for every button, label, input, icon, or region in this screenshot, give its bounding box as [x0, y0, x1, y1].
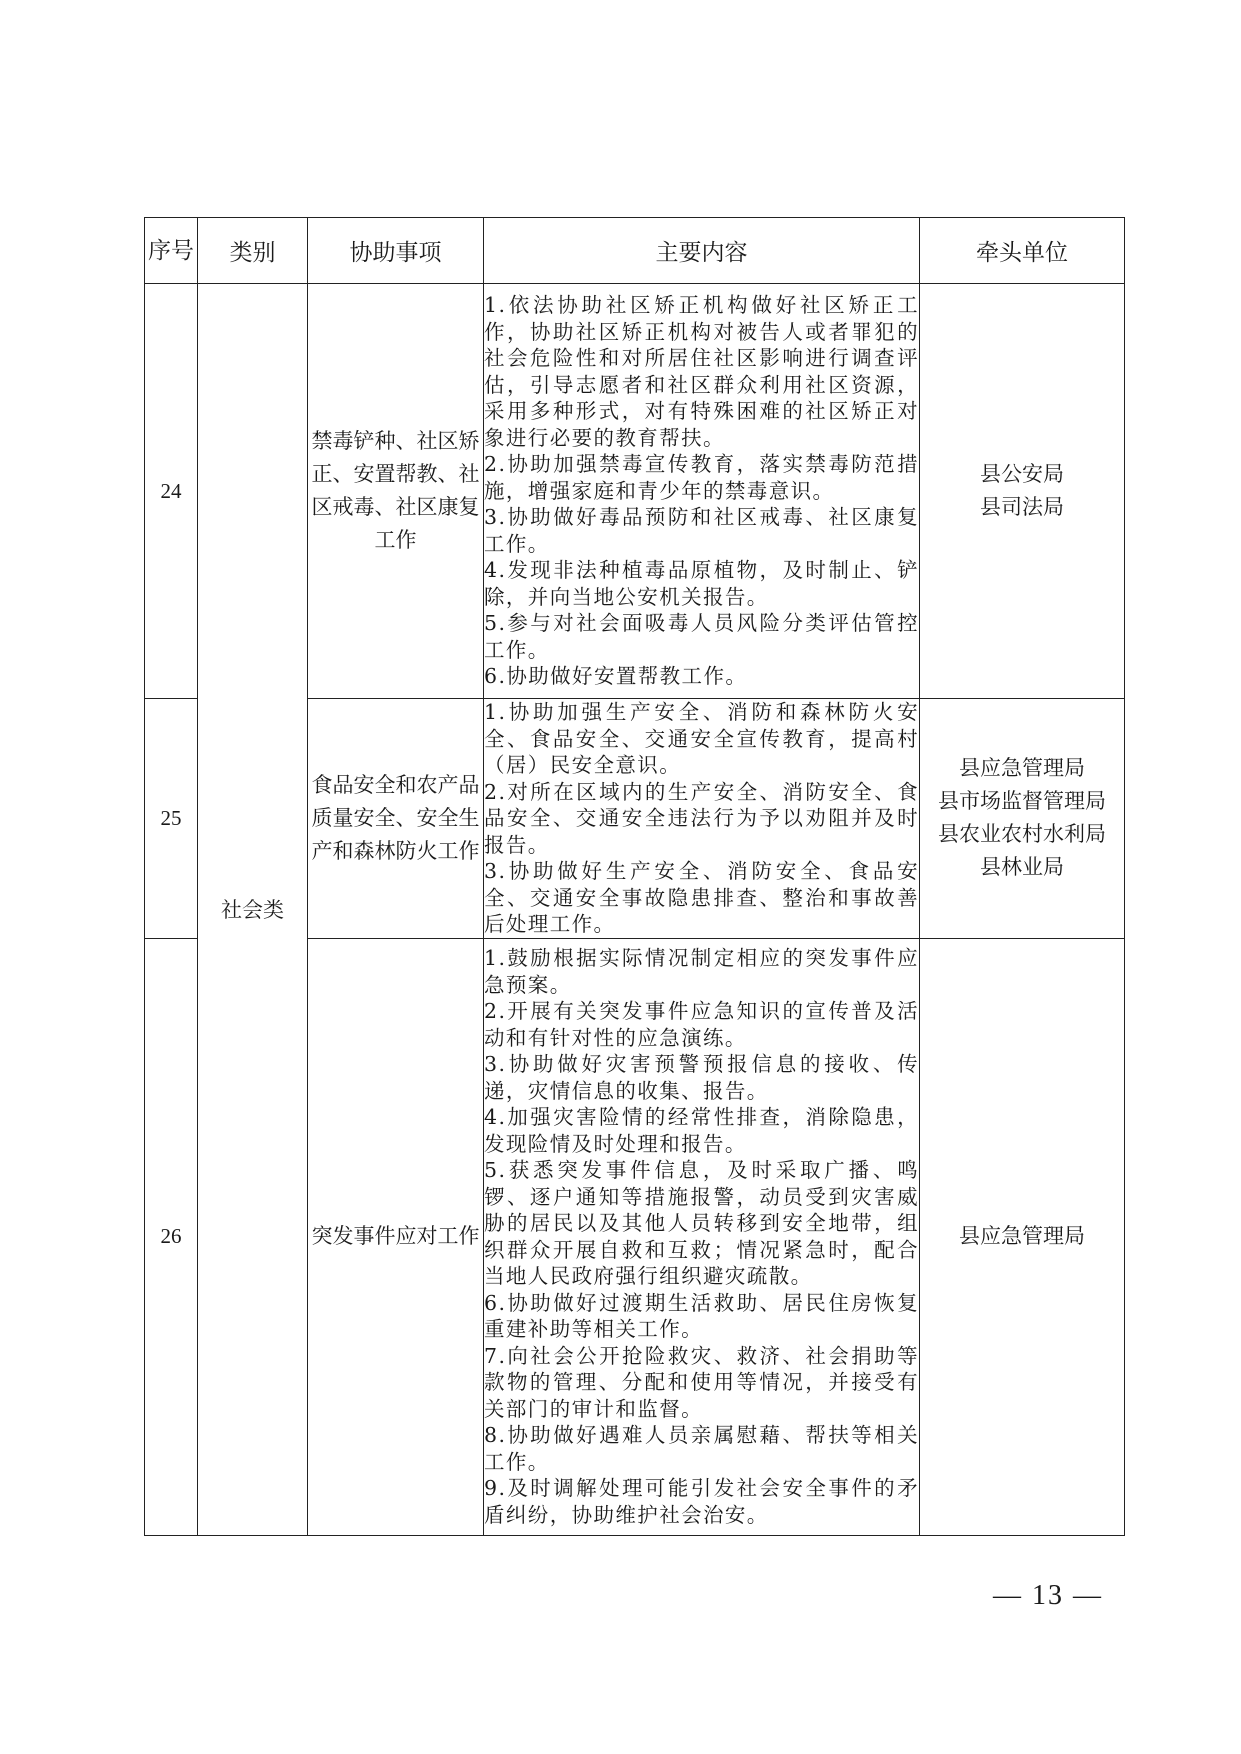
header-lead: 牵头单位: [920, 218, 1125, 284]
content-line: 3.协助做好毒品预防和社区戒毒、社区康复工作。: [484, 505, 919, 556]
lead-unit: 县公安局: [980, 462, 1064, 486]
lead-unit: 县应急管理局: [959, 756, 1085, 781]
header-category: 类别: [198, 218, 308, 284]
row-number: 24: [145, 284, 198, 699]
row-number: 25: [145, 699, 198, 939]
content-line: 5.获悉突发事件信息，及时采取广播、鸣锣、逐户通知等措施报警，动员受到灾害威胁的居民以及其他人员转移到安全地带，组织群众开展自救和互救；情况紧急时，配合当地人民政府强行组织避灾疏散。: [484, 1158, 919, 1288]
assist-item: 突发事件应对工作: [308, 938, 484, 1535]
lead-unit-cell: [920, 284, 1125, 699]
content-line: 2.对所在区域内的生产安全、消防安全、食品安全、交通安全违法行为予以劝阻并及时报告。: [484, 779, 919, 857]
lead-unit-cell: [920, 699, 1125, 939]
content-line: 6.协助做好安置帮教工作。: [484, 664, 748, 689]
content-line: 4.发现非法种植毒品原植物，及时制止、铲除，并向当地公安机关报告。: [484, 558, 919, 609]
header-seq: 序号: [145, 218, 198, 284]
lead-unit: 县司法局: [980, 495, 1064, 519]
header-item: 协助事项: [308, 218, 484, 284]
header-content: 主要内容: [484, 218, 920, 284]
row-number: 26: [145, 938, 198, 1535]
content-cell: [484, 938, 920, 1535]
content-line: 5.参与对社会面吸毒人员风险分类评估管控工作。: [484, 611, 919, 662]
content-line: 3.协助做好生产安全、消防安全、食品安全、交通安全事故隐患排查、整治和事故善后处理工作。: [484, 859, 919, 936]
content-line: 4.加强灾害险情的经常性排查，消除隐患，发现险情及时处理和报告。: [484, 1105, 919, 1156]
content-line: 3.协助做好灾害预警预报信息的接收、传递，灾情信息的收集、报告。: [484, 1052, 919, 1103]
lead-unit: 县农业农村水利局: [938, 822, 1106, 847]
content-line: 6.协助做好过渡期生活救助、居民住房恢复重建补助等相关工作。: [484, 1290, 919, 1341]
content-line: 2.开展有关突发事件应急知识的宣传普及活动和有针对性的应急演练。: [484, 999, 919, 1050]
assist-item: 禁毒铲种、社区矫正、安置帮教、社区戒毒、社区康复工作: [308, 284, 484, 699]
content-cell: [484, 699, 920, 939]
table-row: [145, 284, 1125, 699]
lead-unit: 县林业局: [980, 855, 1064, 880]
content-line: 1.鼓励根据实际情况制定相应的突发事件应急预案。: [484, 946, 919, 997]
content-line: 7.向社会公开抢险救灾、救济、社会捐助等款物的管理、分配和使用等情况，并接受有关部门的审计和监督。: [484, 1343, 919, 1421]
content-line: 8.协助做好遇难人员亲属慰藉、帮扶等相关工作。: [484, 1423, 919, 1474]
page-number: — 13 —: [993, 1580, 1103, 1611]
content-line: 1.协助加强生产安全、消防和森林防火安全、食品安全、交通安全宣传教育，提高村（居）民安全意识。: [484, 700, 919, 777]
lead-unit-cell: [920, 938, 1125, 1535]
category-cell: 社会类: [198, 284, 308, 1536]
table-header-row: [145, 218, 1125, 284]
content-cell: [484, 284, 920, 699]
content-line: 1.依法协助社区矫正机构做好社区矫正工作，协助社区矫正机构对被告人或者罪犯的社会危险性和对所居住社区影响进行调查评估，引导志愿者和社区群众利用社区资源，采用多种形式，对有特殊困难的社区矫正对象进行必要的教育帮扶。: [484, 293, 919, 450]
assistance-items-table: [144, 217, 1125, 1536]
lead-unit: 县市场监督管理局: [938, 789, 1106, 814]
content-line: 9.及时调解处理可能引发社会安全事件的矛盾纠纷，协助维护社会治安。: [484, 1476, 919, 1527]
assist-item: 食品安全和农产品质量安全、安全生产和森林防火工作: [308, 699, 484, 939]
content-line: 2.协助加强禁毒宣传教育，落实禁毒防范措施，增强家庭和青少年的禁毒意识。: [484, 452, 919, 503]
lead-unit: 县应急管理局: [959, 1224, 1085, 1248]
